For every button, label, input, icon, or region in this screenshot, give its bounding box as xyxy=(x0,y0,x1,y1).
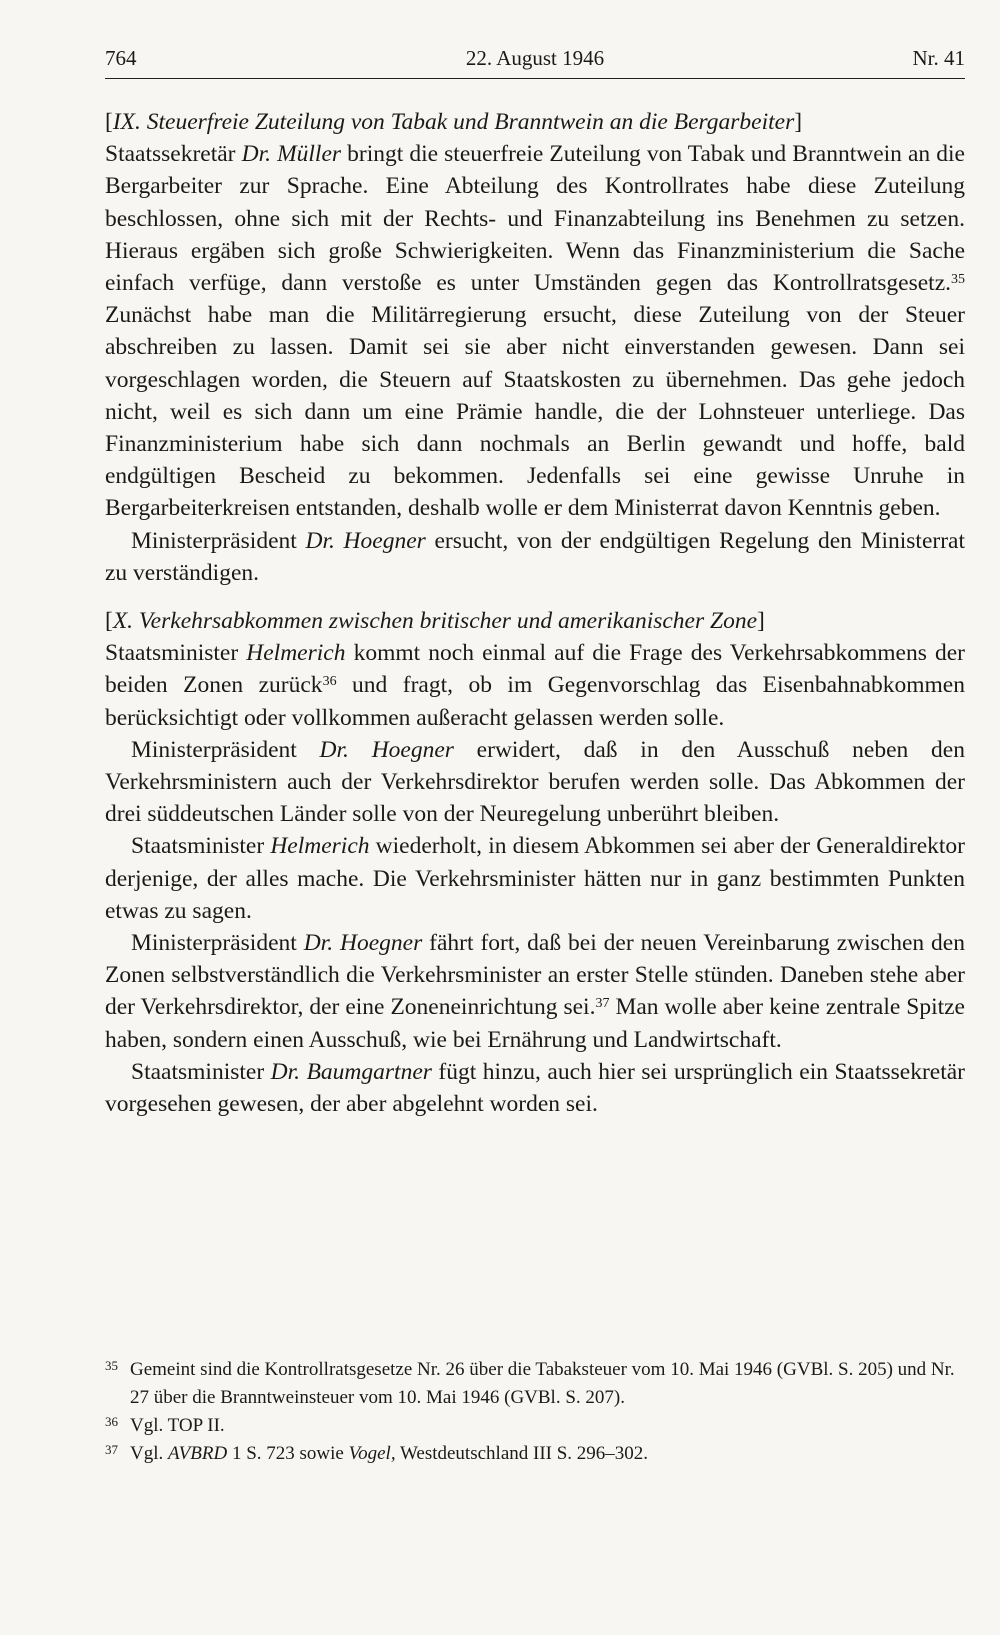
paragraph: Ministerpräsident Dr. Hoegner erwidert, daß in den Ausschuß neben den Verkehrsministern auch der Verkehrsdirektor berufen werden solle. Das Abkommen der drei süddeutschen Länder solle von der Neuregelung unberührt bleiben. xyxy=(105,736,965,828)
running-header xyxy=(105,46,965,78)
section-heading-x: [X. Verkehrsabkommen zwischen britischer und amerikanischer Zone] xyxy=(105,608,765,635)
footnote xyxy=(105,1356,965,1412)
paragraph: Staatssekretär Dr. Müller bringt die steuerfreie Zuteilung von Tabak und Branntwein an die Bergarbeiter zur Sprache. Eine Abteilung des Kontrollrates habe diese Zuteilung beschlossen, ohne sich mit der Rechts- und Finanzabteilung ins Benehmen zu setzen. Hieraus ergäben sich große Schwierigkeiten. Wenn das Finanzministerium die Sache einfach verfüge, dann verstoße es unter Umständen gegen das Kontrollratsgesetz.$^{35}$ Zunächst habe man die Militärregierung ersucht, diese Zuteilung von der Steuer abschreiben zu lassen. Damit sei sie aber nicht einverstanden gewesen. Dann sei vorgeschlagen worden, die Steuern auf Staatskosten zu übernehmen. Das gehe jedoch nicht, weil es sich dann um eine Prämie handle, die der Lohnsteuer unterliege. Das Finanzministerium habe sich dann nochmals an Berlin gewandt und hoffe, bald endgültigen Bescheid zu bekommen. Jedenfalls sei eine gewisse Unruhe in Bergarbeiterkreisen entstanden, deshalb wolle er dem Ministerrat davon Kenntnis geben. xyxy=(105,141,965,522)
footnotes xyxy=(105,1356,965,1468)
footnote-text: Vgl. AVBRD 1 S. 723 sowie Vogel, Westdeutschland III S. 296–302. xyxy=(130,1443,649,1464)
paragraph: Ministerpräsident Dr. Hoegner fährt fort, daß bei der neuen Vereinbarung zwischen den Zonen selbstverständlich die Verkehrsminister an erster Stelle stünden. Daneben stehe aber der Verkehrsdirektor, der eine Zoneneinrichtung sei.$^{37}$ Man wolle aber keine zentrale Spitze haben, sondern einen Ausschuß, wie bei Ernährung und Landwirtschaft. xyxy=(105,930,965,1053)
paragraph: Staatsminister Helmerich kommt noch einmal auf die Frage des Verkehrsabkommens der beiden Zonen zurück$^{36}$ und fragt, ob im Gegenvorschlag das Eisenbahnabkommen berücksichtigt oder vollkommen außeracht gelassen werden solle. xyxy=(105,640,965,731)
footnote-number: 36 xyxy=(105,1414,118,1429)
speaker-name: Helmerich xyxy=(246,640,346,667)
footnote-ref: 36 xyxy=(322,674,337,690)
footnote-text: Vgl. TOP II. xyxy=(130,1415,225,1436)
footnote xyxy=(105,1440,965,1468)
speaker-name: Dr. Baumgartner xyxy=(270,1058,432,1085)
footnote-text: Gemeint sind die Kontrollratsgesetze Nr. 26 über die Tabaksteuer vom 10. Mai 1946 (GVBl. S. 205) und Nr. 27 über die Branntweinsteuer vom 10. Mai 1946 (GVBl. S. 207). xyxy=(130,1359,955,1408)
footnote-ref: 37 xyxy=(595,996,610,1012)
speaker-name: Dr. Hoegner xyxy=(305,527,426,554)
footnote-number: 35 xyxy=(105,1358,118,1373)
page-number: 764 xyxy=(105,46,137,70)
paragraph: Staatsminister Dr. Baumgartner fügt hinzu, auch hier sei ursprünglich ein Staatssekretär vorgesehen gewesen, der aber abgelehnt worden sei. xyxy=(105,1058,965,1118)
speaker-name: Helmerich xyxy=(270,833,370,860)
footnote-number: 37 xyxy=(105,1442,118,1457)
paragraph: Ministerpräsident Dr. Hoegner ersucht, von der endgültigen Regelung den Ministerrat zu verständigen. xyxy=(105,527,965,586)
issue-number: Nr. 41 xyxy=(912,46,965,70)
speaker-name: Dr. Hoegner xyxy=(303,930,423,957)
header-date: 22. August 1946 xyxy=(465,46,605,70)
footnote-ref: 35 xyxy=(951,272,965,288)
speaker-name: Dr. Hoegner xyxy=(319,736,454,763)
footnote xyxy=(105,1412,965,1440)
section-heading-ix: [IX. Steuerfreie Zuteilung von Tabak und Branntwein an die Bergarbeiter] xyxy=(105,109,803,135)
header-rule xyxy=(105,78,965,79)
paragraph: Staatsminister Helmerich wiederholt, in diesem Abkommen sei aber der Generaldirektor derjenige, der alles mache. Die Verkehrsminister hätten nur in ganz bestimmten Punkten etwas zu sagen. xyxy=(105,833,966,924)
main-text xyxy=(105,106,965,1120)
speaker-name: Dr. Müller xyxy=(241,141,342,168)
